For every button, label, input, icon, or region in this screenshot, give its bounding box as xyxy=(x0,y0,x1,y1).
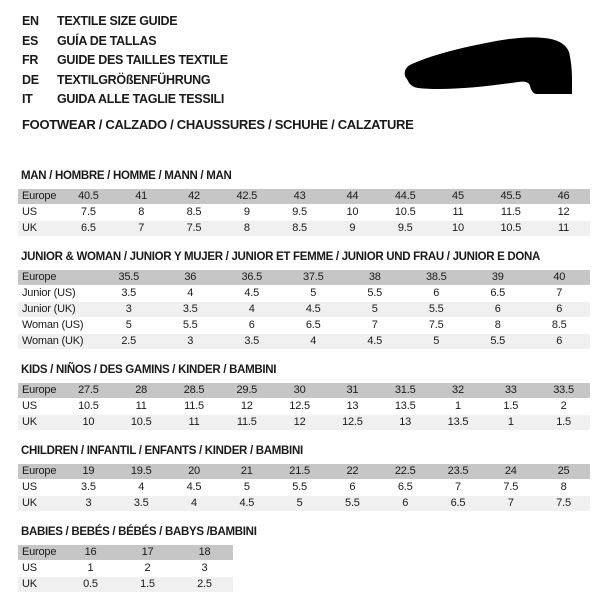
size-cell: 12 xyxy=(557,206,570,218)
size-table-kids xyxy=(18,382,590,430)
language-title: GUIDE DES TAILLES TEXTILE xyxy=(57,53,228,67)
size-cell: 5 xyxy=(371,303,378,315)
size-cell: 3.5 xyxy=(133,497,149,509)
language-title: GUÍA DE TALLAS xyxy=(57,33,157,48)
section-children xyxy=(18,445,590,511)
row-label: UK xyxy=(22,578,37,590)
row-label: US xyxy=(22,206,37,218)
size-cell: 1.5 xyxy=(503,400,519,412)
size-cell: 31 xyxy=(346,384,359,396)
row-label: Europe xyxy=(22,546,57,558)
size-cell: 42 xyxy=(188,190,200,202)
size-cell: 11.5 xyxy=(184,400,204,412)
size-cell: 2 xyxy=(144,562,151,574)
size-cell: 8.5 xyxy=(186,206,202,218)
section-title: BABIES / BEBÉS / BÉBÉS / BABYS /BAMBINI xyxy=(21,525,257,538)
size-cell: 5.5 xyxy=(428,303,444,315)
table-row xyxy=(18,285,590,301)
size-cell: 13 xyxy=(346,400,359,412)
size-cell: 13.5 xyxy=(447,416,469,428)
size-cell: 6 xyxy=(402,497,409,509)
size-cell: 9.5 xyxy=(292,206,307,218)
size-cell: 1 xyxy=(455,400,461,412)
table-row xyxy=(18,301,590,317)
size-cell: 13 xyxy=(399,416,412,428)
section-junior-woman xyxy=(18,251,590,349)
table-row xyxy=(18,560,233,576)
size-cell: 38 xyxy=(368,271,381,283)
table-row xyxy=(18,188,590,204)
section-title: CHILDREN / INFANTIL / ENFANTS / KINDER / BAMBINI xyxy=(21,444,303,457)
size-cell: 6 xyxy=(494,303,501,315)
size-cell: 10 xyxy=(452,222,464,234)
size-cell: 5.5 xyxy=(367,287,383,299)
size-cell: 40 xyxy=(553,271,566,283)
row-label: US xyxy=(22,562,37,574)
size-cell: 5.5 xyxy=(345,497,360,509)
row-label: UK xyxy=(22,416,37,428)
size-cell: 6 xyxy=(556,303,563,315)
size-cell: 3 xyxy=(125,303,132,315)
size-cell: 3.5 xyxy=(182,303,198,315)
size-cell: 45.5 xyxy=(500,190,522,202)
size-cell: 41 xyxy=(135,190,148,202)
size-cell: 19 xyxy=(82,465,95,477)
size-cell: 4 xyxy=(248,303,255,315)
size-cell: 7 xyxy=(507,497,514,509)
size-cell: 46 xyxy=(557,190,570,202)
table-row xyxy=(18,220,590,236)
size-cell: 16 xyxy=(84,546,97,558)
size-cell: 44 xyxy=(346,190,359,202)
size-cell: 4.5 xyxy=(239,497,255,509)
size-cell: 39 xyxy=(491,271,504,283)
row-label: UK xyxy=(22,222,37,234)
size-cell: 11 xyxy=(558,222,570,234)
size-cell: 4.5 xyxy=(305,303,321,315)
row-label: US xyxy=(22,400,37,412)
section-man xyxy=(18,170,590,236)
row-label: Europe xyxy=(22,271,57,283)
size-cell: 33.5 xyxy=(553,384,574,396)
size-cell: 44.5 xyxy=(394,190,416,202)
section-title: MAN / HOMBRE / HOMME / MANN / MAN xyxy=(21,169,232,182)
size-cell: 25 xyxy=(557,465,570,477)
size-cell: 6 xyxy=(248,319,255,331)
size-cell: 8.5 xyxy=(551,319,567,331)
size-cell: 3 xyxy=(85,497,92,509)
language-title: TEXTILE SIZE GUIDE xyxy=(57,14,178,28)
table-row xyxy=(18,269,590,285)
row-label: Europe xyxy=(22,384,57,396)
table-row xyxy=(18,398,590,414)
size-cell: 9 xyxy=(243,206,250,218)
size-cell: 2.5 xyxy=(197,578,212,590)
row-label: Woman (UK) xyxy=(22,335,84,347)
table-row xyxy=(18,333,590,349)
size-cell: 6 xyxy=(349,481,356,493)
size-cell: 10.5 xyxy=(130,416,152,428)
size-cell: 5 xyxy=(433,335,440,347)
section-title: KIDS / NIÑOS / DES GAMINS / KINDER / BAMBINI xyxy=(21,363,277,376)
dress-shoe-icon xyxy=(402,35,576,105)
size-cell: 2 xyxy=(560,400,567,412)
size-cell: 7 xyxy=(138,222,145,234)
size-cell: 11 xyxy=(135,400,147,412)
row-label: Europe xyxy=(22,465,57,477)
size-cell: 9.5 xyxy=(397,222,413,234)
size-cell: 29.5 xyxy=(236,384,258,396)
size-cell: 5.5 xyxy=(182,319,198,331)
size-cell: 1.5 xyxy=(140,578,155,590)
size-cell: 36.5 xyxy=(241,271,263,283)
size-cell: 31.5 xyxy=(394,384,416,396)
size-cell: 10.5 xyxy=(394,206,416,218)
size-cell: 18 xyxy=(198,546,211,558)
table-row xyxy=(18,317,590,333)
size-cell: 10.5 xyxy=(78,400,99,412)
language-title: GUIDA ALLE TAGLIE TESSILI xyxy=(57,92,225,106)
size-cell: 1 xyxy=(87,562,94,574)
language-code: ES xyxy=(22,33,39,48)
size-cell: 8 xyxy=(560,481,567,493)
size-cell: 6 xyxy=(556,335,563,347)
size-cell: 35.5 xyxy=(118,271,140,283)
language-code: IT xyxy=(22,92,33,106)
size-cell: 11 xyxy=(452,206,464,218)
size-cell: 5 xyxy=(125,319,132,331)
language-code: EN xyxy=(22,14,39,28)
size-cell: 28.5 xyxy=(183,384,205,396)
size-cell: 38.5 xyxy=(425,271,447,283)
table-row xyxy=(18,414,590,430)
size-cell: 5.5 xyxy=(490,335,506,347)
size-cell: 10.5 xyxy=(500,222,522,234)
size-cell: 3 xyxy=(201,562,208,574)
size-cell: 0.5 xyxy=(83,578,98,590)
size-cell: 40.5 xyxy=(78,190,99,202)
size-cell: 10 xyxy=(346,206,359,218)
language-row xyxy=(22,12,590,32)
size-cell: 4 xyxy=(191,497,197,509)
size-cell: 8 xyxy=(494,319,501,331)
size-cell: 11 xyxy=(188,416,200,428)
size-cell: 20 xyxy=(188,465,200,477)
size-cell: 8.5 xyxy=(292,222,307,234)
size-cell: 12.5 xyxy=(342,416,363,428)
size-cell: 43 xyxy=(293,190,306,202)
size-cell: 10 xyxy=(82,416,95,428)
row-label: UK xyxy=(22,497,37,509)
size-cell: 19.5 xyxy=(130,465,152,477)
size-cell: 4.5 xyxy=(186,481,202,493)
size-cell: 5.5 xyxy=(292,481,307,493)
size-cell: 7.5 xyxy=(556,497,571,509)
size-cell: 4 xyxy=(310,335,317,347)
size-cell: 12 xyxy=(240,400,253,412)
size-cell: 6.5 xyxy=(450,497,466,509)
size-cell: 7.5 xyxy=(428,319,444,331)
section-kids xyxy=(18,364,590,430)
size-cell: 9 xyxy=(349,222,356,234)
size-cell: 22.5 xyxy=(394,465,416,477)
size-cell: 7 xyxy=(455,481,461,493)
section-title: JUNIOR & WOMAN / JUNIOR Y MUJER / JUNIOR ET FEMME / JUNIOR UND FRAU / JUNIOR E DONA xyxy=(21,250,541,263)
size-cell: 3.5 xyxy=(244,335,260,347)
size-cell: 33 xyxy=(504,384,517,396)
table-row xyxy=(18,576,233,592)
size-cell: 5 xyxy=(310,287,317,299)
size-cell: 30 xyxy=(293,384,306,396)
size-cell: 28 xyxy=(135,384,148,396)
size-cell: 5 xyxy=(296,497,303,509)
language-code: DE xyxy=(22,72,39,87)
size-cell: 6.5 xyxy=(397,481,413,493)
size-cell: 22 xyxy=(346,465,359,477)
size-cell: 7.5 xyxy=(503,481,519,493)
size-cell: 1.5 xyxy=(556,416,571,428)
size-cell: 12 xyxy=(293,416,306,428)
size-table-children xyxy=(18,463,590,511)
size-cell: 37.5 xyxy=(302,271,324,283)
size-cell: 6.5 xyxy=(81,222,96,234)
table-row xyxy=(18,495,590,511)
size-cell: 11.5 xyxy=(500,206,521,218)
row-label: Junior (UK) xyxy=(22,303,76,315)
size-cell: 13.5 xyxy=(394,400,416,412)
size-cell: 3.5 xyxy=(81,481,96,493)
size-cell: 42.5 xyxy=(236,190,258,202)
table-row xyxy=(18,479,590,495)
table-row xyxy=(18,382,590,398)
size-cell: 4 xyxy=(138,481,145,493)
size-cell: 7.5 xyxy=(186,222,202,234)
size-table-babies xyxy=(18,544,233,592)
size-table-junior-woman xyxy=(18,269,590,349)
size-cell: 32 xyxy=(452,384,464,396)
row-label: Woman (US) xyxy=(22,319,84,331)
table-row xyxy=(18,204,590,220)
size-cell: 45 xyxy=(452,190,464,202)
size-cell: 4 xyxy=(187,287,194,299)
size-cell: 21 xyxy=(240,465,253,477)
size-cell: 3.5 xyxy=(121,287,137,299)
section-babies xyxy=(18,526,590,592)
size-cell: 7.5 xyxy=(81,206,96,218)
size-cell: 36 xyxy=(184,271,197,283)
size-cell: 24 xyxy=(504,465,517,477)
size-cell: 6 xyxy=(433,287,440,299)
size-cell: 2.5 xyxy=(121,335,137,347)
size-cell: 8 xyxy=(138,206,145,218)
row-label: US xyxy=(22,481,37,493)
size-cell: 8 xyxy=(243,222,250,234)
table-row xyxy=(18,544,233,560)
language-code: FR xyxy=(22,53,39,67)
size-cell: 5 xyxy=(243,481,250,493)
size-cell: 7 xyxy=(556,287,563,299)
size-cell: 7 xyxy=(371,319,378,331)
row-label: Junior (US) xyxy=(22,287,76,299)
size-cell: 6.5 xyxy=(490,287,506,299)
size-cell: 4.5 xyxy=(244,287,260,299)
language-title: TEXTILGRÖßENFÜHRUNG xyxy=(57,72,211,87)
size-cell: 17 xyxy=(141,546,154,558)
row-label: Europe xyxy=(22,190,57,202)
size-cell: 21.5 xyxy=(289,465,310,477)
size-cell: 11.5 xyxy=(236,416,257,428)
size-table-man xyxy=(18,188,590,236)
size-cell: 27.5 xyxy=(78,384,99,396)
size-cell: 23.5 xyxy=(447,465,469,477)
size-cell: 12.5 xyxy=(289,400,310,412)
size-cell: 1 xyxy=(507,416,514,428)
table-row xyxy=(18,463,590,479)
size-cell: 6.5 xyxy=(305,319,321,331)
size-cell: 4.5 xyxy=(367,335,383,347)
size-cell: 3 xyxy=(187,335,194,347)
category-title: FOOTWEAR / CALZADO / CHAUSSURES / SCHUHE / CALZATURE xyxy=(22,116,414,132)
